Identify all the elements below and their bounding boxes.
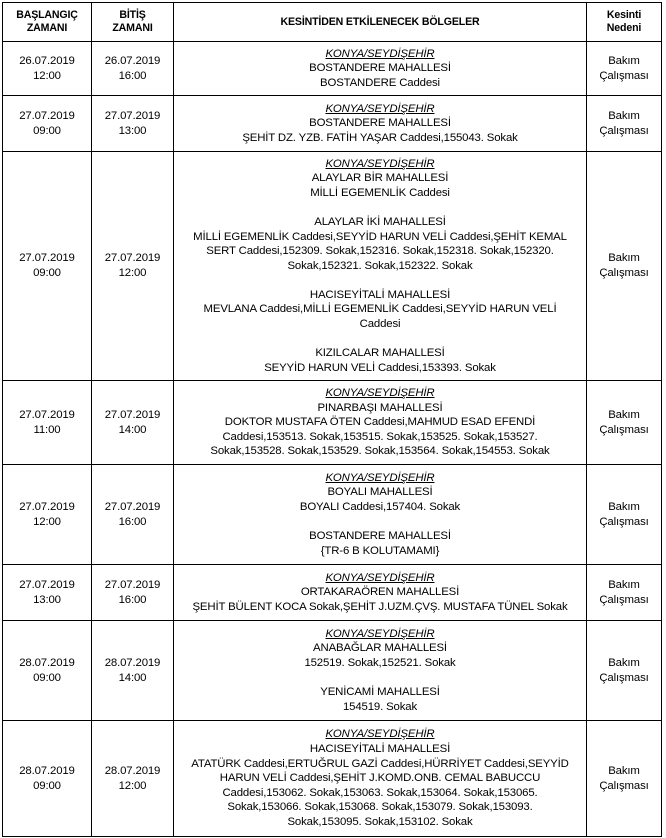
reason-text: Çalışması: [599, 593, 649, 606]
end-datetime: [92, 96, 174, 152]
header-reason: [587, 3, 662, 42]
reason-text: Bakım: [608, 578, 640, 591]
header-start-label-2: ZAMANI: [26, 22, 68, 34]
header-end-label-2: ZAMANI: [112, 22, 153, 34]
start-datetime-time: 12:00: [33, 69, 61, 82]
table-row: [3, 565, 662, 621]
street-list: ŞEHİT DZ. YZB. FATİH YAŞAR Caddesi,155043. Sokak: [242, 131, 518, 144]
city-district: KONYA/SEYDİŞEHİR: [325, 157, 435, 170]
neighborhood-name: ALAYLAR İKİ MAHALLESİ: [314, 215, 446, 228]
header-row: [3, 3, 662, 42]
spacer: [176, 671, 584, 686]
neighborhood-name: YENİCAMİ MAHALLESİ: [320, 686, 440, 699]
table-row: [3, 42, 662, 96]
street-list: Sokak,153095. Sokak,153102. Sokak: [287, 815, 473, 828]
street-list: 152519. Sokak,152521. Sokak: [304, 656, 456, 669]
neighborhood-name: KIZILCALAR MAHALLESİ: [315, 347, 445, 360]
table-row: [3, 721, 662, 837]
table-row: [3, 152, 662, 381]
start-datetime-time: 09:00: [33, 779, 61, 792]
street-list: MEVLANA Caddesi,MİLLİ EGEMENLİK Caddesi,SEYYİD HARUN VELİ: [203, 303, 557, 316]
start-datetime-time: 13:00: [33, 593, 61, 606]
street-list: MİLLİ EGEMENLİK Caddesi: [310, 186, 450, 199]
table-row: [3, 381, 662, 465]
end-datetime-time: 14:00: [118, 671, 147, 684]
end-datetime-date: 28.07.2019: [104, 656, 161, 669]
end-datetime-date: 28.07.2019: [104, 764, 161, 777]
start-datetime-date: 28.07.2019: [19, 764, 75, 777]
spacer: [176, 200, 584, 215]
end-datetime-time: 13:00: [118, 124, 147, 137]
start-datetime-time: 09:00: [33, 124, 61, 137]
header-affected-regions: KESİNTİDEN ETKİLENECEK BÖLGELER: [174, 3, 587, 42]
start-datetime-date: 27.07.2019: [19, 578, 75, 591]
outage-reason: [587, 42, 662, 96]
start-datetime: [3, 465, 92, 565]
street-list: Sokak,153528. Sokak,153529. Sokak,153564. Sokak,154553. Sokak: [210, 445, 550, 458]
neighborhood-name: ALAYLAR BİR MAHALLESİ: [311, 172, 449, 185]
start-datetime-time: 09:00: [33, 267, 61, 279]
neighborhood-name: ANABAĞLAR MAHALLESİ: [313, 642, 447, 655]
reason-text: Çalışması: [599, 267, 649, 279]
street-list: ATATÜRK Caddesi,ERTUĞRUL GAZİ Caddesi,HÜRRİYET Caddesi,SEYYİD: [191, 757, 569, 770]
start-datetime-date: 28.07.2019: [19, 656, 75, 669]
start-datetime: [3, 96, 92, 152]
end-datetime: [92, 721, 174, 837]
header-start-label-1: BAŞLANGIÇ: [16, 9, 78, 21]
neighborhood-name: HACISEYİTALİ MAHALLESİ: [309, 743, 451, 756]
start-datetime: [3, 152, 92, 381]
neighborhood-name: BOSTANDERE MAHALLESİ: [309, 62, 451, 75]
reason-text: Bakım: [608, 656, 640, 669]
street-list: ŞEHİT BÜLENT KOCA Sokak,ŞEHİT J.UZM.ÇVŞ. MUSTAFA TÜNEL Sokak: [192, 600, 568, 613]
table-row: [3, 621, 662, 721]
street-list: HARUN VELİ Caddesi,ŞEHİT J.KOMD.ONB. CEMAL BABUCCU: [219, 772, 541, 785]
end-datetime-time: 14:00: [118, 423, 147, 436]
affected-regions: [174, 152, 587, 381]
start-datetime-date: 27.07.2019: [19, 252, 75, 265]
start-datetime: [3, 381, 92, 465]
end-datetime-date: 27.07.2019: [104, 408, 161, 421]
table-row: [3, 465, 662, 565]
start-datetime-time: 12:00: [33, 515, 61, 528]
reason-text: Bakım: [608, 252, 640, 265]
start-datetime: [3, 565, 92, 621]
street-list: BOYALI Caddesi,157404. Sokak: [299, 500, 461, 513]
neighborhood-name: BOSTANDERE MAHALLESİ: [309, 530, 451, 543]
reason-text: Çalışması: [599, 423, 649, 436]
neighborhood-name: HACISEYİTALİ MAHALLESİ: [309, 288, 451, 301]
spacer: [176, 273, 584, 288]
end-datetime-date: 27.07.2019: [104, 109, 161, 122]
city-district: KONYA/SEYDİŞEHİR: [325, 47, 435, 60]
end-datetime: [92, 465, 174, 565]
affected-regions: [174, 621, 587, 721]
start-datetime: [3, 621, 92, 721]
end-datetime-time: 12:00: [118, 779, 147, 792]
reason-text: Çalışması: [599, 515, 649, 528]
city-district: KONYA/SEYDİŞEHİR: [325, 571, 435, 584]
outage-reason: [587, 381, 662, 465]
end-datetime-date: 26.07.2019: [104, 54, 161, 67]
reason-text: Bakım: [608, 54, 640, 67]
reason-text: Çalışması: [599, 69, 649, 82]
start-datetime-date: 27.07.2019: [19, 109, 75, 122]
reason-text: Bakım: [608, 500, 640, 513]
end-datetime: [92, 381, 174, 465]
city-district: KONYA/SEYDİŞEHİR: [325, 728, 435, 741]
affected-regions: [174, 565, 587, 621]
affected-regions: [174, 96, 587, 152]
end-datetime-date: 27.07.2019: [104, 578, 161, 591]
start-datetime-date: 27.07.2019: [19, 500, 75, 513]
street-list: 154519. Sokak: [342, 700, 418, 713]
city-district: KONYA/SEYDİŞEHİR: [325, 102, 435, 115]
city-district: KONYA/SEYDİŞEHİR: [325, 387, 435, 400]
header-reason-label-2: Nedeni: [606, 22, 642, 34]
affected-regions: [174, 465, 587, 565]
reason-text: Çalışması: [599, 779, 649, 792]
end-datetime-time: 16:00: [118, 69, 147, 82]
street-list: DOKTOR MUSTAFA ÖTEN Caddesi,MAHMUD ESAD EFENDİ: [224, 416, 536, 429]
outage-reason: [587, 152, 662, 381]
street-list: {TR-6 B KOLUTAMAMI}: [320, 544, 440, 557]
header-end-time: [92, 3, 174, 42]
table-body: [3, 42, 662, 837]
street-list: SEYYİD HARUN VELİ Caddesi,153393. Sokak: [264, 361, 496, 374]
neighborhood-name: PINARBAŞI MAHALLESİ: [317, 401, 443, 414]
table-row: [3, 96, 662, 152]
start-datetime: [3, 721, 92, 837]
neighborhood-name: ORTAKARAÖREN MAHALLESİ: [300, 586, 460, 599]
spacer: [176, 515, 584, 530]
header-reason-label-1: Kesinti: [606, 9, 642, 21]
reason-text: Çalışması: [599, 671, 649, 684]
neighborhood-name: BOYALI MAHALLESİ: [327, 486, 433, 499]
reason-text: Bakım: [608, 109, 640, 122]
reason-text: Çalışması: [599, 124, 649, 137]
outage-reason: [587, 565, 662, 621]
spacer: [176, 332, 584, 347]
end-datetime: [92, 621, 174, 721]
street-list: BOSTANDERE Caddesi: [320, 76, 440, 89]
end-datetime: [92, 565, 174, 621]
reason-text: Bakım: [608, 764, 640, 777]
end-datetime: [92, 42, 174, 96]
header-end-label-1: BİTİŞ: [119, 9, 146, 21]
end-datetime-time: 16:00: [118, 593, 147, 606]
street-list: MİLLİ EGEMENLİK Caddesi,SEYYİD HARUN VELİ Caddesi,ŞEHİT KEMAL: [193, 230, 567, 243]
start-datetime-time: 11:00: [33, 423, 61, 436]
city-district: KONYA/SEYDİŞEHİR: [325, 627, 435, 640]
street-list: Sokak,153066. Sokak,153068. Sokak,153079. Sokak,153093.: [227, 801, 533, 814]
reason-text: Bakım: [608, 408, 640, 421]
start-datetime: [3, 42, 92, 96]
end-datetime-time: 16:00: [118, 515, 147, 528]
start-datetime-time: 09:00: [33, 671, 61, 684]
street-list: SERT Caddesi,152309. Sokak,152316. Sokak,152318. Sokak,152320.: [206, 245, 554, 258]
neighborhood-name: BOSTANDERE MAHALLESİ: [309, 117, 451, 130]
outage-reason: [587, 621, 662, 721]
header-start-time: [3, 3, 92, 42]
outage-reason: [587, 465, 662, 565]
outage-table: [2, 2, 662, 837]
street-list: Sokak,152321. Sokak,152322. Sokak: [287, 259, 473, 272]
start-datetime-date: 27.07.2019: [19, 408, 75, 421]
affected-regions: [174, 381, 587, 465]
affected-regions: [174, 721, 587, 837]
end-datetime-date: 27.07.2019: [104, 252, 161, 265]
affected-regions: [174, 42, 587, 96]
city-district: KONYA/SEYDİŞEHİR: [325, 471, 435, 484]
end-datetime-time: 12:00: [118, 267, 147, 279]
start-datetime-date: 26.07.2019: [19, 54, 75, 67]
street-list: Caddesi,153062. Sokak,153063. Sokak,153064. Sokak,153065.: [222, 786, 538, 799]
end-datetime: [92, 152, 174, 381]
street-list: Caddesi: [359, 318, 401, 331]
street-list: Caddesi,153513. Sokak,153515. Sokak,153525. Sokak,153527.: [222, 430, 538, 443]
outage-reason: [587, 96, 662, 152]
outage-reason: [587, 721, 662, 837]
end-datetime-date: 27.07.2019: [104, 500, 161, 513]
